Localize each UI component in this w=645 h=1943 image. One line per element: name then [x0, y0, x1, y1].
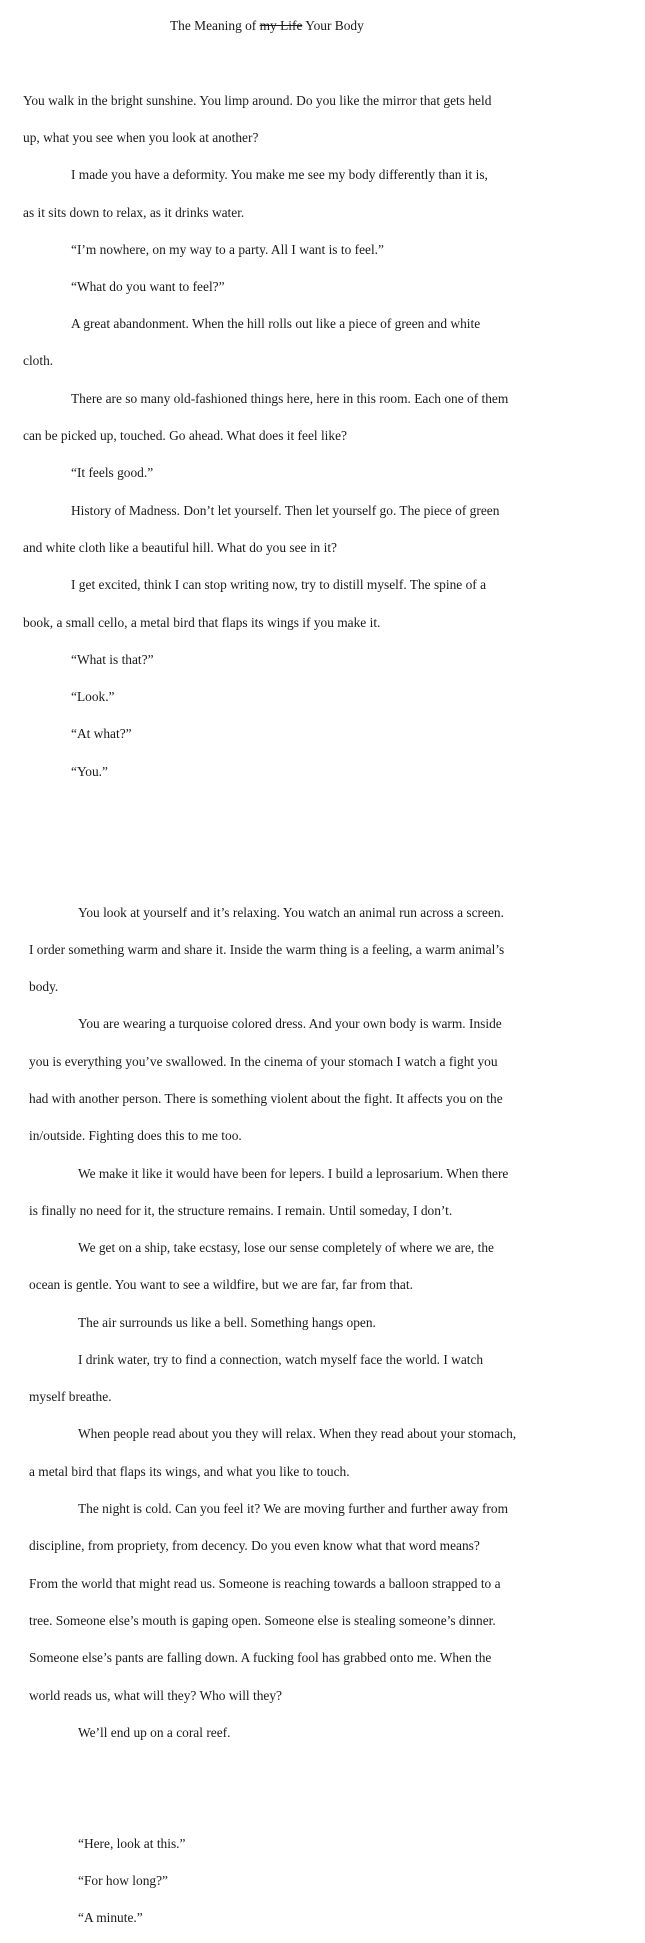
dialogue-line: “Look.” [71, 689, 115, 704]
paragraph-line: You walk in the bright sunshine. You limp around. Do you like the mirror that gets held [23, 93, 492, 108]
paragraph-line: you is everything you’ve swallowed. In the cinema of your stomach I watch a fight you [29, 1054, 498, 1069]
title-suffix: Your Body [305, 18, 364, 33]
paragraph-line: We make it like it would have been for lepers. I build a leprosarium. When there [78, 1166, 509, 1181]
paragraph-line: From the world that might read us. Someone is reaching towards a balloon strapped to a [29, 1576, 501, 1591]
dialogue-line: “At what?” [71, 726, 132, 741]
paragraph-line: I drink water, try to find a connection, watch myself face the world. I watch [78, 1352, 484, 1367]
paragraph-line: History of Madness. Don’t let yourself. Then let yourself go. The piece of green [71, 503, 500, 518]
paragraph-line: discipline, from propriety, from decency. Do you even know what that word means? [29, 1538, 480, 1553]
paragraph-line: up, what you see when you look at another? [23, 130, 259, 145]
paragraph-line: You are wearing a turquoise colored dress. And your own body is warm. Inside [78, 1016, 502, 1031]
dialogue-line: “What do you want to feel?” [71, 279, 225, 294]
dialogue-line: “You.” [71, 764, 108, 779]
paragraph-line: and white cloth like a beautiful hill. What do you see in it? [23, 540, 337, 555]
dialogue-line: “What is that?” [71, 652, 154, 667]
paragraph-line: can be picked up, touched. Go ahead. What does it feel like? [23, 428, 347, 443]
title-struck-text: my Life [259, 18, 303, 33]
paragraph-line: I order something warm and share it. Inside the warm thing is a feeling, a warm animal’s [29, 942, 505, 957]
paragraph-line: ocean is gentle. You want to see a wildfire, but we are far, far from that. [29, 1277, 413, 1292]
paragraph-line: as it sits down to relax, as it drinks water. [23, 205, 245, 220]
paragraph-line: in/outside. Fighting does this to me too. [29, 1128, 242, 1143]
paragraph-line: I get excited, think I can stop writing now, try to distill myself. The spine of a [71, 577, 487, 592]
dialogue-line: “It feels good.” [71, 465, 154, 480]
paragraph-line: had with another person. There is something violent about the fight. It affects you on the [29, 1091, 503, 1106]
paragraph-line: The air surrounds us like a bell. Something hangs open. [78, 1315, 376, 1330]
paragraph-line: tree. Someone else’s mouth is gaping open. Someone else is stealing someone’s dinner. [29, 1613, 496, 1628]
paragraph-line: There are so many old-fashioned things here, here in this room. Each one of them [71, 391, 509, 406]
paragraph-line: book, a small cello, a metal bird that flaps its wings if you make it. [23, 615, 381, 630]
page-title [170, 18, 364, 34]
paragraph-line: myself breathe. [29, 1389, 112, 1404]
paragraph-line: I made you have a deformity. You make me see my body differently than it is, [71, 167, 488, 182]
dialogue-line: “For how long?” [78, 1873, 168, 1888]
paragraph-line: body. [29, 979, 59, 994]
paragraph-line: is finally no need for it, the structure remains. I remain. Until someday, I don’t. [29, 1203, 453, 1218]
paragraph-line: a metal bird that flaps its wings, and what you like to touch. [29, 1464, 350, 1479]
paragraph-line: We’ll end up on a coral reef. [78, 1725, 231, 1740]
title-prefix: The Meaning of [170, 18, 257, 33]
paragraph-line: cloth. [23, 353, 54, 368]
dialogue-line: “A minute.” [78, 1910, 143, 1925]
paragraph-line: We get on a ship, take ecstasy, lose our sense completely of where we are, the [78, 1240, 494, 1255]
paragraph-line: world reads us, what will they? Who will they? [29, 1688, 283, 1703]
dialogue-line: “I’m nowhere, on my way to a party. All I want is to feel.” [71, 242, 384, 257]
paragraph-line: A great abandonment. When the hill rolls out like a piece of green and white [71, 316, 481, 331]
paragraph-line: You look at yourself and it’s relaxing. You watch an animal run across a screen. [78, 905, 504, 920]
paragraph-line: The night is cold. Can you feel it? We are moving further and further away from [78, 1501, 509, 1516]
paragraph-line: Someone else’s pants are falling down. A fucking fool has grabbed onto me. When the [29, 1650, 492, 1665]
dialogue-line: “Here, look at this.” [78, 1836, 186, 1851]
paragraph-line: When people read about you they will relax. When they read about your stomach, [78, 1426, 517, 1441]
